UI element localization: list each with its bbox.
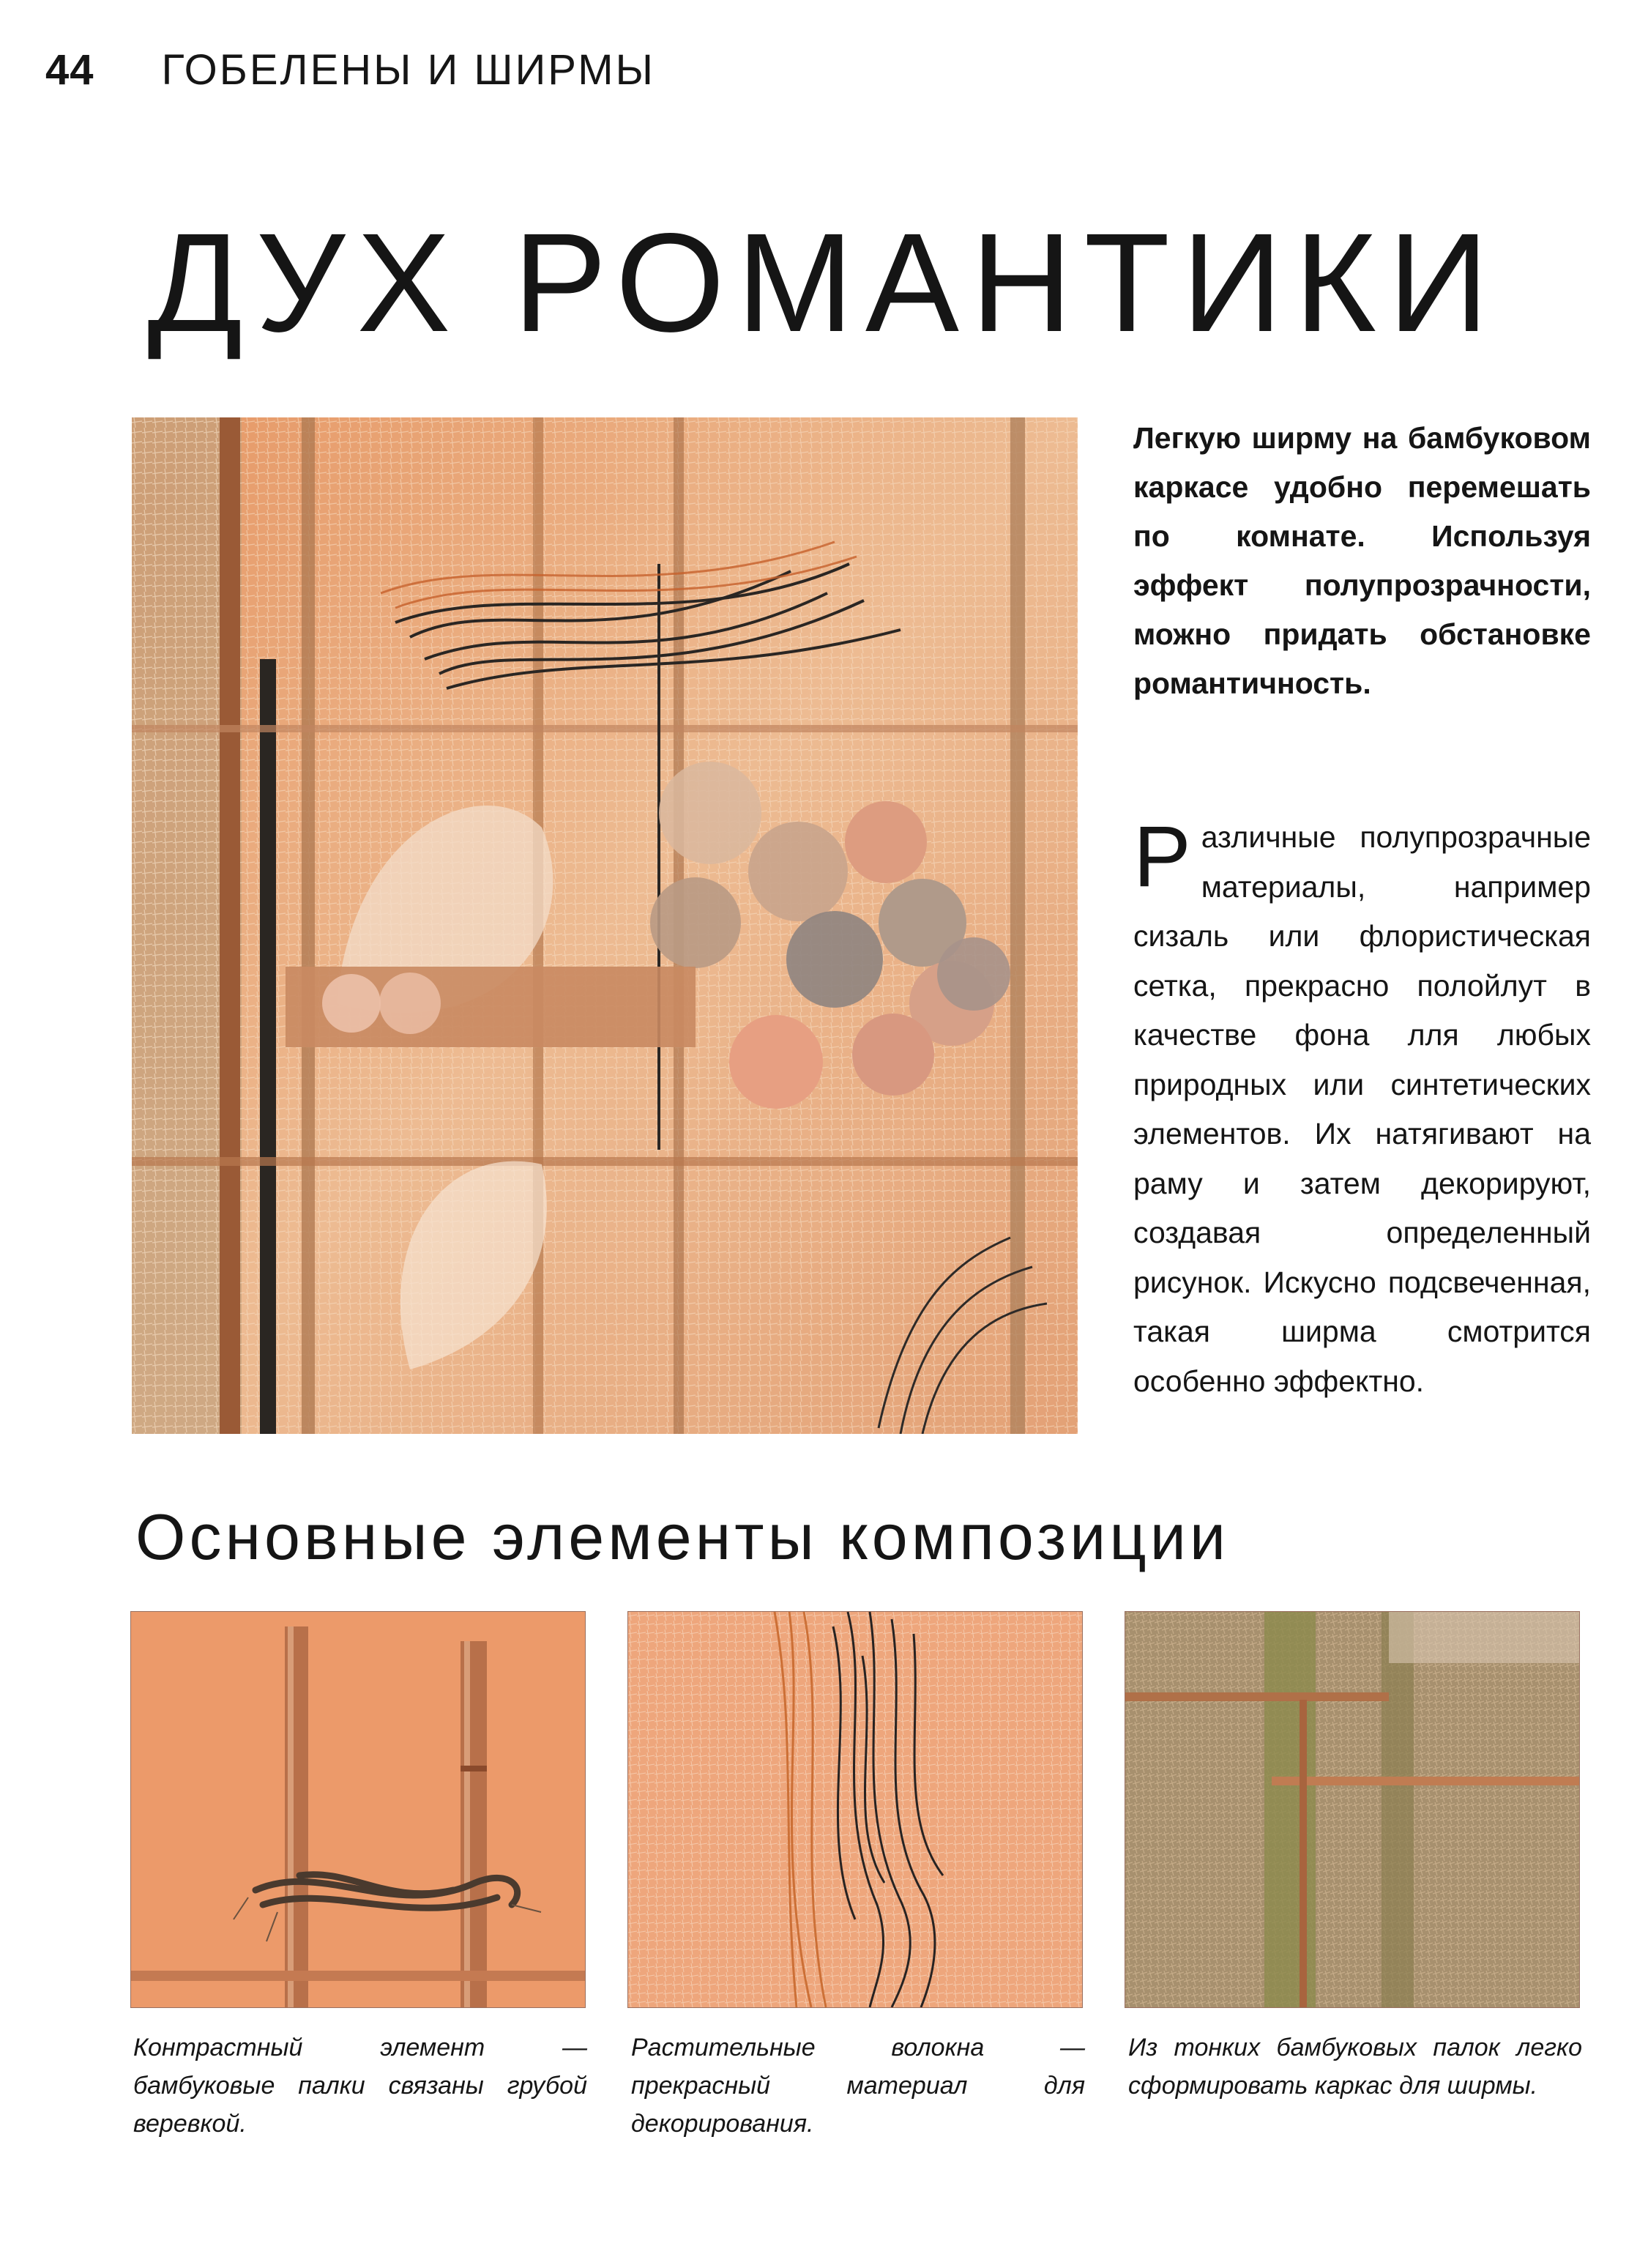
subheading: Основные элементы композиции bbox=[135, 1501, 1230, 1573]
caption-1: Контрастный элемент — бамбуковые палки связаны грубой веревкой. bbox=[133, 2034, 587, 2138]
hero-photo bbox=[132, 417, 1078, 1434]
caption-2: Растительные волокна — прекрасный материал для декорирования. bbox=[631, 2034, 1085, 2138]
main-title: ДУХ РОМАНТИКИ bbox=[147, 204, 1501, 361]
lead-paragraph: Легкую ширму на бамбуковом каркасе удобно перемешать по комнате. Используя эффект полупрозрачности, можно придать обстановке романтичность. bbox=[1133, 421, 1591, 700]
body-paragraph bbox=[1133, 808, 1591, 1406]
thumb-bamboo-rope bbox=[130, 1611, 586, 2008]
drop-cap: Р bbox=[1133, 808, 1191, 905]
running-head bbox=[45, 45, 655, 111]
thumb-plant-fibers bbox=[627, 1611, 1083, 2008]
body-text: азличные полупрозрачные материалы, например сизаль или флористическая сетка, прекрасно полойлут в качестве фона лля любых природных или синтетических элементов. Их натягивают на раму и затем декорируют, создавая определенный рисунок. Искусно подсвеченная, такая ширма смотрится особенно эффектно. bbox=[1133, 820, 1591, 1398]
caption-3: Из тонких бамбуковых палок легко сформировать каркас для ширмы. bbox=[1128, 2034, 1582, 2100]
thumb-bamboo-frame bbox=[1125, 1611, 1580, 2008]
page-number: 44 bbox=[45, 46, 94, 94]
section-title: ГОБЕЛЕНЫ И ШИРМЫ bbox=[161, 46, 655, 94]
